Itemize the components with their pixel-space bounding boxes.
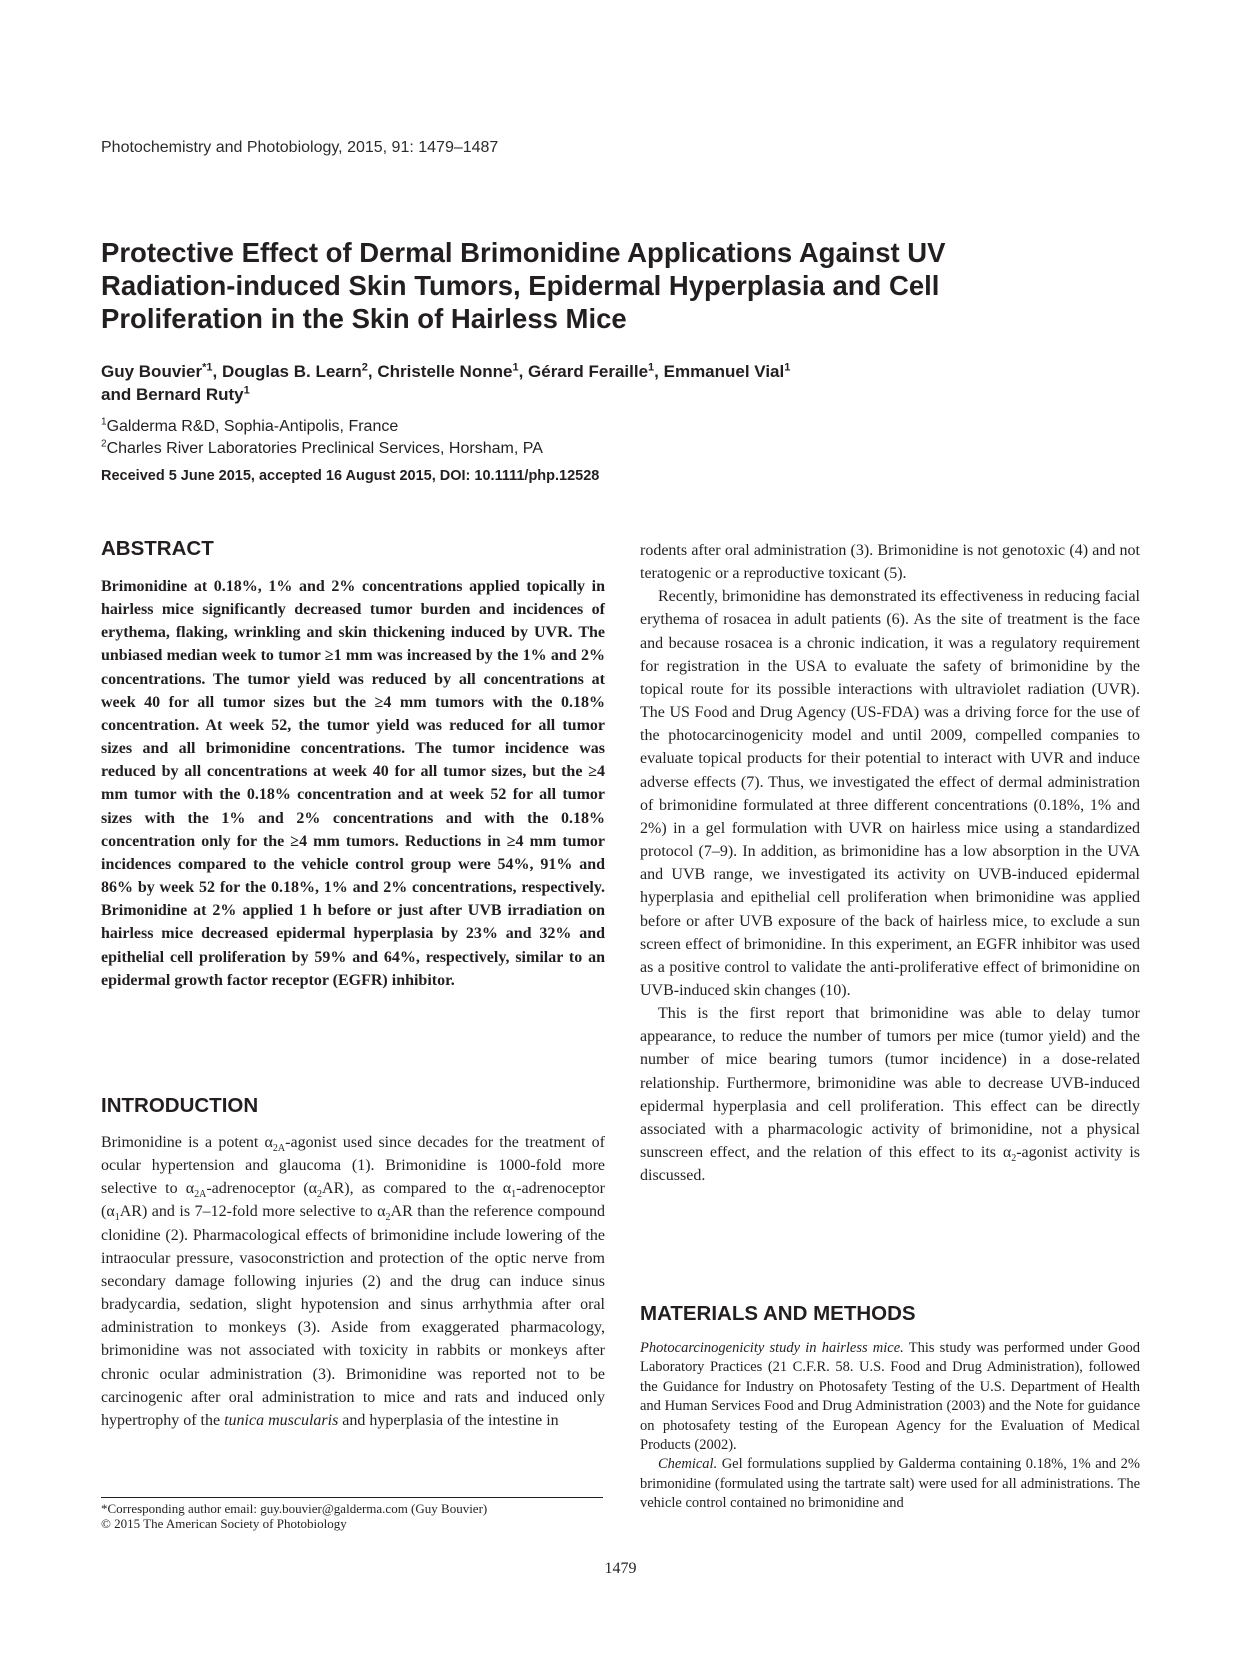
affiliation: $^2$Charles River Laboratories Preclinical Services, Horsham, PA bbox=[101, 438, 543, 457]
footnote-divider bbox=[101, 1497, 603, 1498]
author-list: Guy Bouvier$^{*1}$, Douglas B. Learn$^2$, Christelle Nonne$^1$, Gérard Feraille$^1$, Emmanuel Vial$^1$ and Bernard Ruty$^1$ bbox=[101, 361, 791, 404]
author-name: Douglas B. Learn bbox=[221, 362, 362, 381]
corresponding-author-note: *Corresponding author email: guy.bouvier@galderma.com (Guy Bouvier) bbox=[101, 1501, 488, 1516]
author-name: Bernard Ruty bbox=[135, 385, 244, 404]
page-number: 1479 bbox=[604, 1560, 637, 1577]
methods-text bbox=[640, 1339, 1140, 1514]
methods-heading: MATERIALS AND METHODS bbox=[640, 1302, 916, 1325]
methods-paragraph: Chemical. Gel formulations supplied by Galderma containing 0.18%, 1% and 2% brimonidine (formulated using the tartrate salt) were used for all administrations. The vehicle control contained no brimonidine and bbox=[640, 1456, 1140, 1512]
introduction-heading: INTRODUCTION bbox=[101, 1094, 259, 1117]
copyright-note: © 2015 The American Society of Photobiology bbox=[101, 1516, 347, 1531]
footnote bbox=[101, 1501, 487, 1531]
author-name: Christelle Nonne bbox=[377, 362, 513, 381]
abstract-heading: ABSTRACT bbox=[101, 537, 214, 560]
author-mark: 1 bbox=[784, 361, 791, 374]
author-name: Gérard Feraille bbox=[528, 362, 649, 381]
article-title: Protective Effect of Dermal Brimonidine Applications Against UV Radiation-induced Skin Tumors, Epidermal Hyperplasia and Cell Proliferation in the Skin of Hairless Mice bbox=[101, 237, 946, 334]
abstract-text: Brimonidine at 0.18%, 1% and 2% concentrations applied topically in hairless mice significantly decreased tumor burden and incidences of erythema, flaking, wrinkling and skin thickening induced by UVR. The unbiased median week to tumor ≥1 mm was increased by the 1% and 2% concentrations. The tumor yield was reduced by all concentrations at week 40 for all tumor sizes but the ≥4 mm tumors with the 0.18% concentration. At week 52, the tumor yield was reduced for all tumor sizes and all brimonidine concentrations. The tumor incidence was reduced by all concentrations at week 40 for all tumor sizes, but the ≥4 mm tumor with the 0.18% concentration and at week 52 for all tumor sizes with the 1% and 2% concentrations and with the 0.18% concentration only for the ≥4 mm tumors. Reductions in ≥4 mm tumor incidences compared to the vehicle control group were 54%, 91% and 86% by week 52 for the 0.18%, 1% and 2% concentrations, respectively. Brimonidine at 2% applied 1 h before or just after UVB irradiation on hairless mice decreased epidermal hyperplasia by 23% and 32% and epithelial cell proliferation by 59% and 64%, respectively, similar to an epidermal growth factor receptor (EGFR) inhibitor. bbox=[101, 578, 605, 989]
author-mark: 1 bbox=[512, 361, 519, 374]
introduction-paragraph: rodents after oral administration (3). Brimonidine is not genotoxic (4) and not teratogenic or a reproductive toxicant (5). bbox=[640, 542, 1140, 583]
author-mark: 2 bbox=[361, 361, 368, 374]
introduction-paragraph: This is the first report that brimonidine was able to delay tumor appearance, to reduce the number of tumors per mice (tumor yield) and the number of mice bearing tumors (tumor incidence) in a dose-related relationship. Furthermore, brimonidine was able to decrease UVB-induced epidermal hyperplasia and cell proliferation. This effect can be directly associated with a pharmacologic activity of brimonidine, not a physical sunscreen effect, and the relation of this effect to its $\alpha_2$-agonist activity is discussed. bbox=[640, 1005, 1140, 1185]
right-column-text bbox=[640, 539, 1140, 1187]
author-mark: *1 bbox=[202, 361, 213, 374]
affiliation: $^1$Galderma R&D, Sophia-Antipolis, France bbox=[101, 416, 399, 435]
journal-citation: Photochemistry and Photobiology, 2015, 91: 1479–1487 bbox=[101, 139, 499, 156]
introduction-paragraph: Brimonidine is a potent $\alpha_{2A}$-agonist used since decades for the treatment of ocular hypertension and glaucoma (1). Brimonidine is 1000-fold more selective to $\alpha_{2A}$-adrenoceptor $(\alpha_2AR)$, as compared to the $\alpha_1$-adrenoceptor $(\alpha_1AR)$ and is 7–12-fold more selective to $\alpha_2AR$ than the reference compound clonidine (2). Pharmacological effects of brimonidine include lowering of the intraocular pressure, vasoconstriction and protection of the optic nerve from secondary damage following injuries (2) and the drug can induce sinus bradycardia, sedation, slight hypotension and sinus arrhythmia after oral administration to monkeys (3). Aside from exaggerated pharmacology, brimonidine was not associated with toxicity in rabbits or monkeys after chronic ocular administration (3). Brimonidine was reported not to be carcinogenic after oral administration to mice and rats and induced only hypertrophy of the tunica muscularis and hyperplasia of the intestine in bbox=[101, 1134, 606, 1429]
methods-paragraph: Photocarcinogenicity study in hairless mice. This study was performed under Good Laboratory Practices (21 C.F.R. 58. U.S. Food and Drug Administration), followed the Guidance for Industry on Photosafety Testing of the U.S. Department of Health and Human Services Food and Drug Administration (2003) and the Note for guidance on photosafety testing of the European Agency for the Evaluation of Medical Products (2002). bbox=[640, 1340, 1140, 1454]
author-name: Emmanuel Vial bbox=[663, 362, 785, 381]
author-mark: 1 bbox=[243, 384, 250, 397]
received-line: Received 5 June 2015, accepted 16 August 2015, DOI: 10.1111/php.12528 bbox=[101, 468, 600, 484]
author-name: Guy Bouvier bbox=[101, 362, 203, 381]
author-mark: 1 bbox=[648, 361, 655, 374]
introduction-paragraph: Recently, brimonidine has demonstrated its effectiveness in reducing facial erythema of rosacea in adult patients (6). As the site of treatment is the face and because rosacea is a chronic indication, it was a regulatory requirement for registration in the USA to evaluate the safety of brimonidine by the topical route for its possible interactions with ultraviolet radiation (UVR). The US Food and Drug Agency (US-FDA) was a driving force for the use of the photocarcinogenicity model and until 2009, compelled companies to evaluate topical products for their potential to interact with UVR and induce adverse effects (7). Thus, we investigated the effect of dermal administration of brimonidine formulated at three different concentrations (0.18%, 1% and 2%) in a gel formulation with UVR on hairless mice using a standardized protocol (7–9). In addition, as brimonidine has a low absorption in the UVA and UVB range, we investigated its activity on UVB-induced epidermal hyperplasia and epithelial cell proliferation when brimonidine was applied before or after UVB exposure of the back of hairless mice, to exclude a sun screen effect of brimonidine. In this experiment, an EGFR inhibitor was used as a positive control to validate the anti-proliferative effect of brimonidine on UVB-induced skin changes (10). bbox=[640, 588, 1140, 999]
